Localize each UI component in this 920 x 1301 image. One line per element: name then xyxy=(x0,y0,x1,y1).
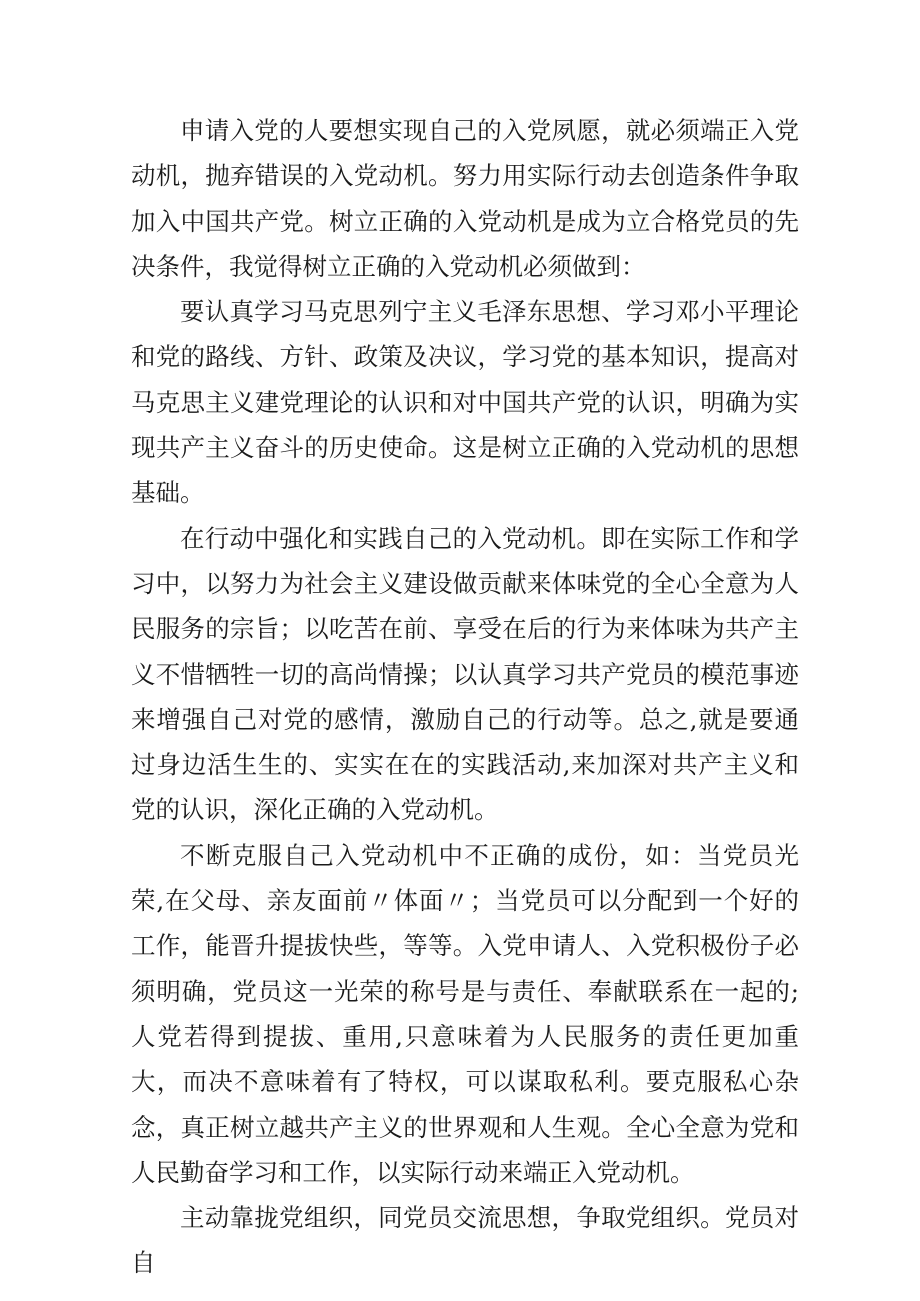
document-body xyxy=(131,108,799,1286)
paragraph-2: 要认真学习马克思列宁主义毛泽东思想、学习邓小平理论和党的路线、方针、政策及决议，学习党的基本知识，提高对马克思主义建党理论的认识和对中国共产党的认识，明确为实现共产主义奋斗的历史使命。这是树立正确的入党动机的思想基础。 xyxy=(131,297,799,508)
paragraph-3: 在行动中强化和实践自己的入党动机。即在实际工作和学习中，以努力为社会主义建设做贡献来体味党的全心全意为人民服务的宗旨；以吃苦在前、享受在后的行为来体味为共产主义不惜牺牲一切的高尚情操；以认真学习共产党员的模范事迹来增强自己对党的感情，激励自己的行动等。总之,就是要通过身边活生生的、实实在在的实践活动,来加深对共产主义和党的认识，深化正确的入党动机。 xyxy=(131,523,799,825)
paragraph-1: 申请入党的人要想实现自己的入党夙愿，就必须端正入党动机，抛弃错误的入党动机。努力用实际行动去创造条件争取加入中国共产党。树立正确的入党动机是成为立合格党员的先决条件，我觉得树立正确的入党动机必须做到： xyxy=(131,116,799,281)
paragraph-5: 主动靠拢党组织，同党员交流思想，争取党组织。党员对自 xyxy=(131,1203,799,1278)
paragraph-4: 不断克服自己入党动机中不正确的成份，如：当党员光荣,在父母、亲友面前〃体面〃；当党员可以分配到一个好的工作，能晋升提拔快些，等等。入党申请人、入党积极份子必须明确，党员这一光荣的称号是与责任、奉献联系在一起的;人党若得到提拔、重用,只意味着为人民服务的责任更加重大，而决不意味着有了特权，可以谋取私利。要克服私心杂念，真正树立越共产主义的世界观和人生观。全心全意为党和人民勤奋学习和工作，以实际行动来端正入党动机。 xyxy=(131,840,799,1187)
